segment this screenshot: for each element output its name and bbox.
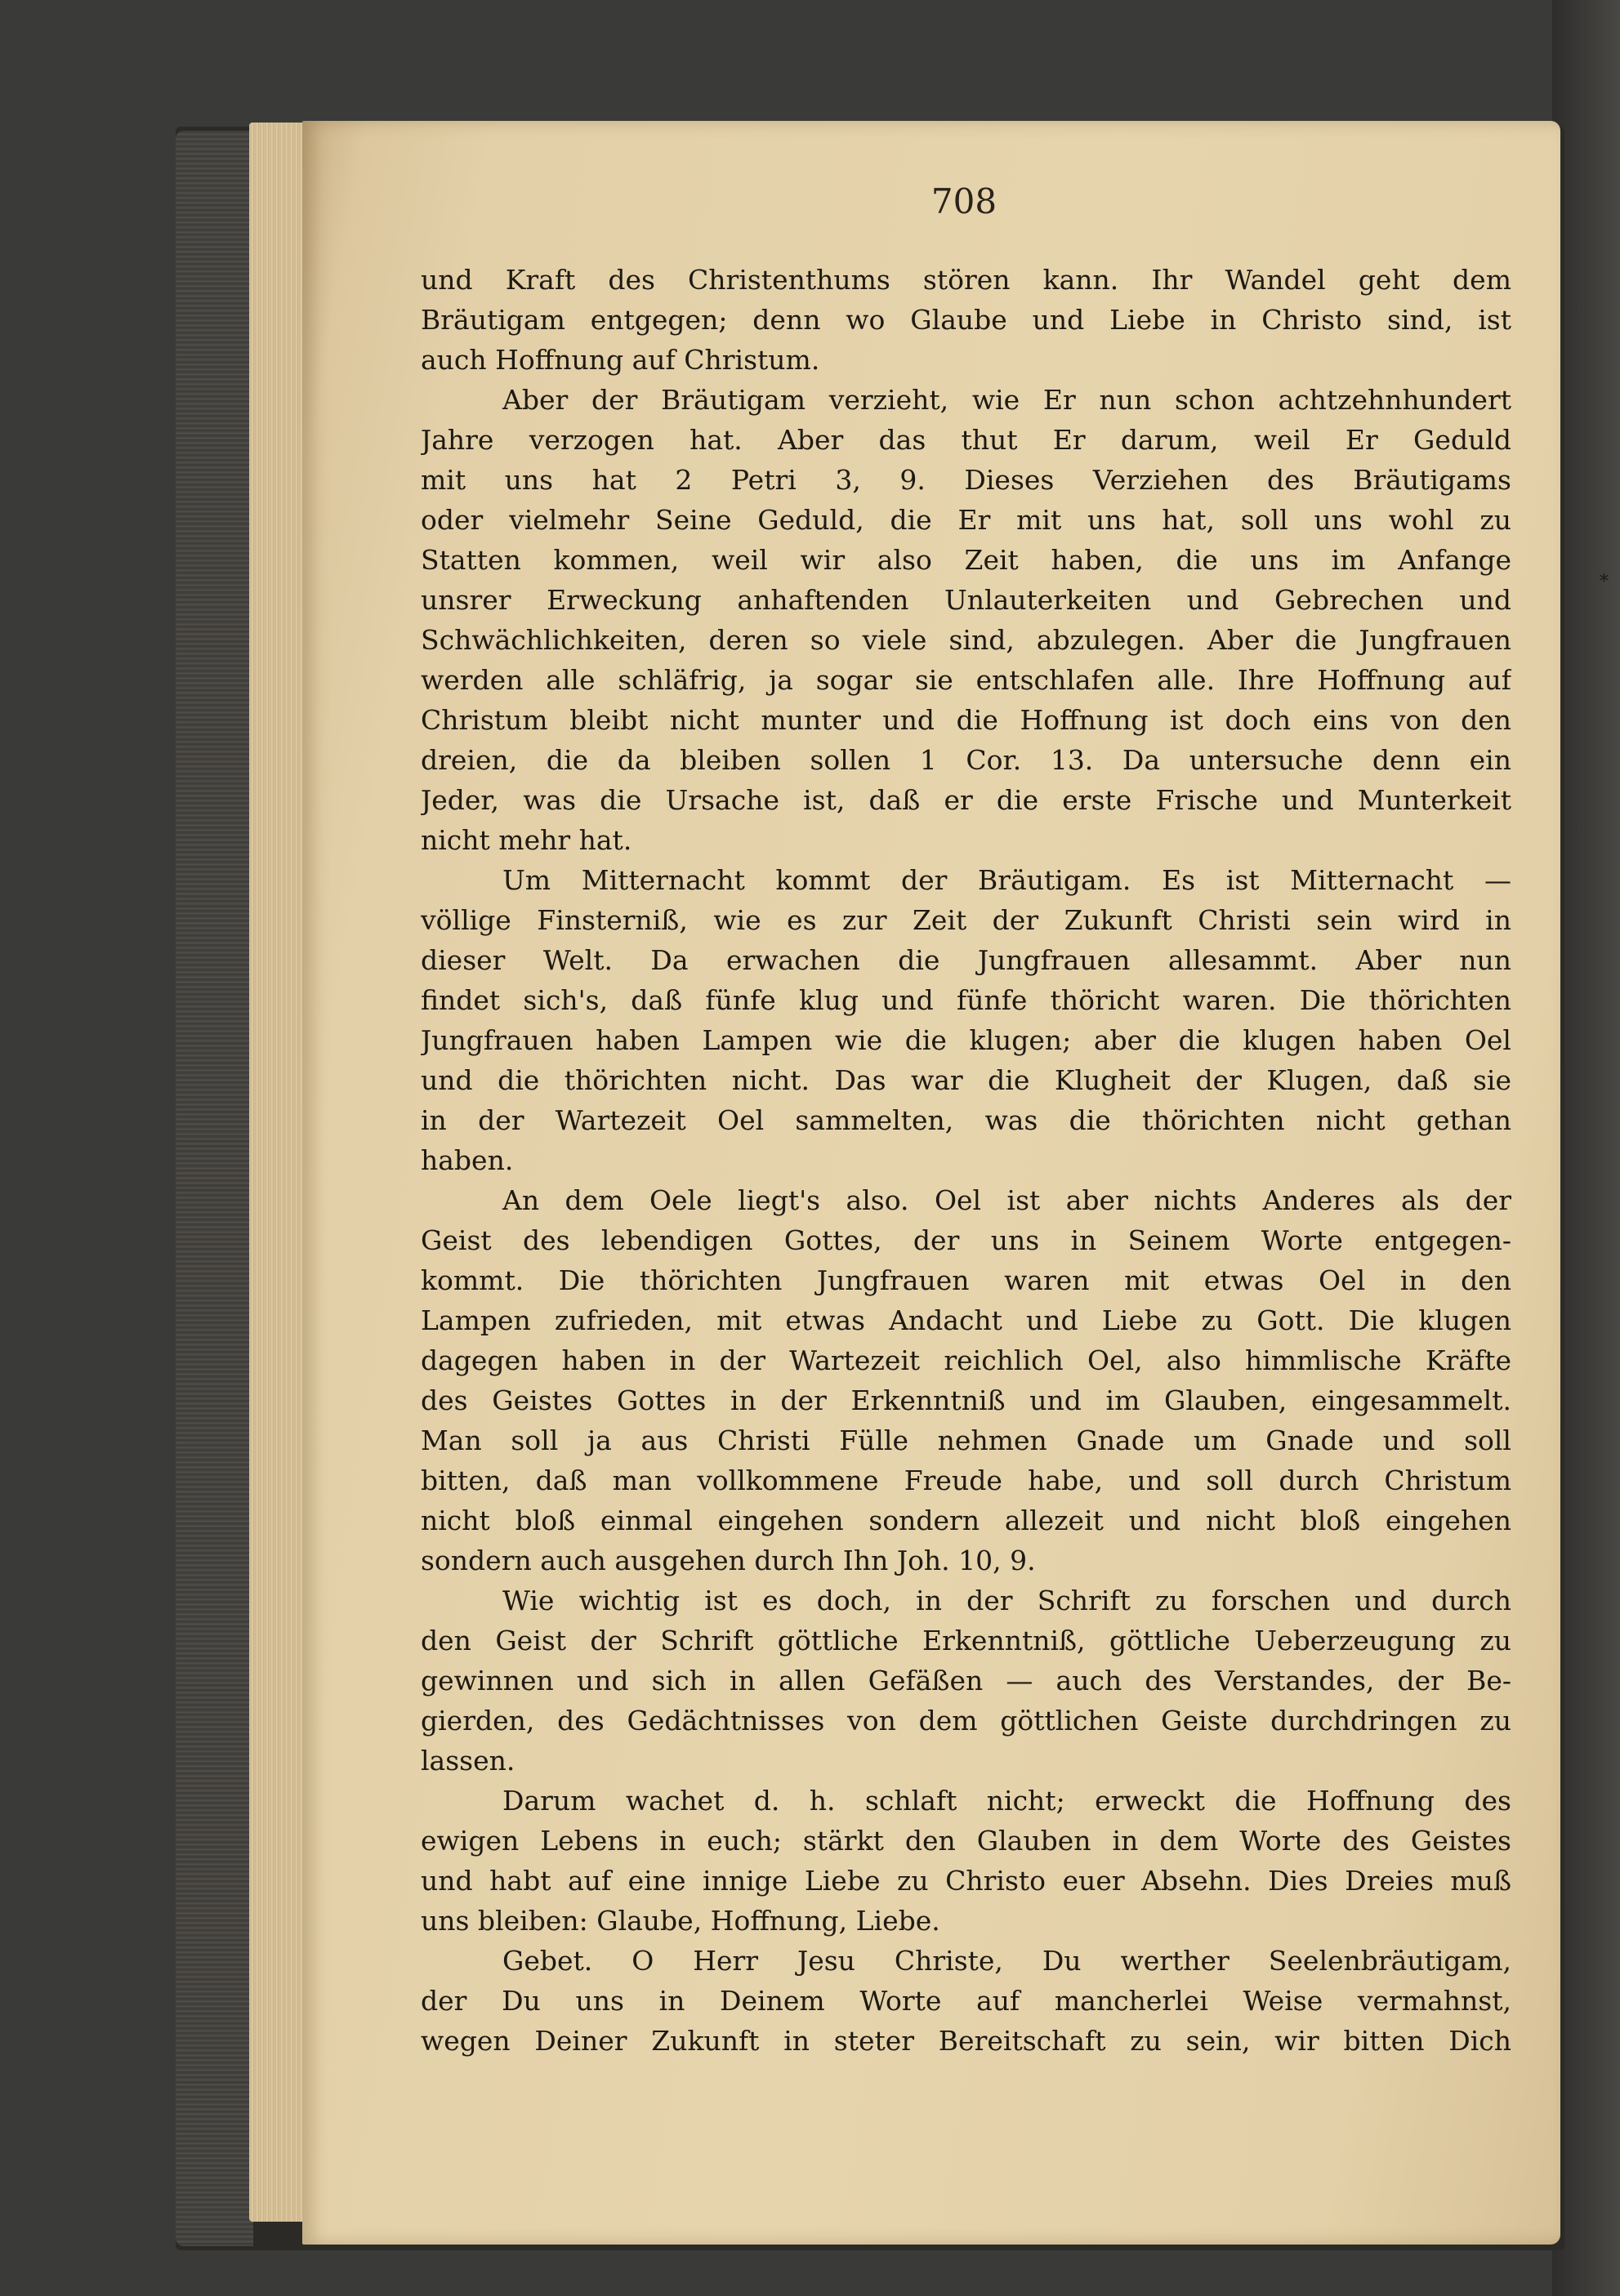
text-line: lassen. [421, 1745, 515, 1777]
page-number: 708 [930, 181, 997, 221]
text-line: Darum wachet d. h. schlaft nicht; erweckt die Hoffnung des [502, 1785, 1511, 1817]
text-line: dagegen haben in der Wartezeit reichlich Oel, also himmlische Kräfte [421, 1344, 1511, 1376]
text-line: kommt. Die thörichten Jungfrauen waren mit etwas Oel in den [421, 1264, 1511, 1296]
margin-mark: * [1600, 572, 1609, 592]
body-text [421, 260, 1511, 2061]
text-line: den Geist der Schrift göttliche Erkenntniß, göttliche Ueberzeugung zu [421, 1625, 1511, 1656]
text-line: Schwächlichkeiten, deren so viele sind, abzulegen. Aber die Jungfrauen [421, 624, 1511, 656]
text-line: der Du uns in Deinem Worte auf mancherlei Weise vermahnst, [421, 1985, 1511, 2017]
text-line: Jahre verzogen hat. Aber das thut Er darum, weil Er Geduld [421, 424, 1511, 456]
text-line: Jungfrauen haben Lampen wie die klugen; aber die klugen haben Oel [421, 1024, 1511, 1056]
text-line: unsrer Erweckung anhaftenden Unlauterkeiten und Gebrechen und [421, 584, 1511, 616]
text-line: An dem Oele liegt's also. Oel ist aber nichts Anderes als der [502, 1184, 1511, 1216]
text-line: Man soll ja aus Christi Fülle nehmen Gnade um Gnade und soll [421, 1424, 1511, 1456]
text-line: Jeder, was die Ursache ist, daß er die erste Frische und Munterkeit [421, 784, 1511, 816]
text-line: dreien, die da bleiben sollen 1 Cor. 13. Da untersuche denn ein [421, 744, 1511, 776]
text-line: des Geistes Gottes in der Erkenntniß und im Glauben, eingesammelt. [421, 1384, 1511, 1416]
text-line: sondern auch ausgehen durch Ihn Joh. 10, 9. [421, 1545, 1036, 1576]
text-line: mit uns hat 2 Petri 3, 9. Dieses Verziehen des Bräutigams [421, 464, 1511, 496]
text-line: ewigen Lebens in euch; stärkt den Glauben in dem Worte des Geistes [421, 1825, 1511, 1857]
text-line: und die thörichten nicht. Das war die Klugheit der Klugen, daß sie [421, 1064, 1511, 1096]
text-line: in der Wartezeit Oel sammelten, was die thörichten nicht gethan [421, 1104, 1511, 1136]
text-line: Wie wichtig ist es doch, in der Schrift zu forschen und durch [502, 1585, 1511, 1616]
text-line: auch Hoffnung auf Christum. [421, 344, 820, 376]
text-line: wegen Deiner Zukunft in steter Bereitschaft zu sein, wir bitten Dich [421, 2025, 1511, 2057]
text-line: gewinnen und sich in allen Gefäßen — auch des Verstandes, der Be- [421, 1665, 1511, 1696]
text-line: Lampen zufrieden, mit etwas Andacht und Liebe zu Gott. Die klugen [421, 1304, 1511, 1336]
text-line: Um Mitternacht kommt der Bräutigam. Es ist Mitternacht — [502, 864, 1511, 896]
text-line: uns bleiben: Glaube, Hoffnung, Liebe. [421, 1905, 940, 1937]
text-line: gierden, des Gedächtnisses von dem göttlichen Geiste durchdringen zu [421, 1705, 1511, 1736]
text-line: haben. [421, 1144, 514, 1176]
text-line: und habt auf eine innige Liebe zu Christo euer Absehn. Dies Dreies muß [421, 1865, 1511, 1897]
text-line: dieser Welt. Da erwachen die Jungfrauen allesammt. Aber nun [421, 944, 1511, 976]
text-line: völlige Finsterniß, wie es zur Zeit der Zukunft Christi sein wird in [421, 904, 1511, 936]
text-line: bitten, daß man vollkommene Freude habe, und soll durch Christum [421, 1465, 1511, 1496]
text-line: Geist des lebendigen Gottes, der uns in Seinem Worte entgegen- [421, 1224, 1511, 1256]
text-line: und Kraft des Christenthums stören kann. Ihr Wandel geht dem [421, 264, 1511, 296]
text-line: Gebet. O Herr Jesu Christe, Du werther Seelenbräutigam, [502, 1945, 1511, 1977]
text-line: nicht bloß einmal eingehen sondern allezeit und nicht bloß eingehen [421, 1505, 1511, 1536]
text-line: nicht mehr hat. [421, 824, 632, 856]
text-line: Aber der Bräutigam verzieht, wie Er nun schon achtzehnhundert [502, 384, 1511, 416]
text-line: Bräutigam entgegen; denn wo Glaube und Liebe in Christo sind, ist [421, 304, 1511, 336]
text-line: Statten kommen, weil wir also Zeit haben, die uns im Anfange [421, 544, 1511, 576]
text-line: oder vielmehr Seine Geduld, die Er mit uns hat, soll uns wohl zu [421, 504, 1511, 536]
text-line: findet sich's, daß fünfe klug und fünfe thöricht waren. Die thörichten [421, 984, 1511, 1016]
book-spine [176, 131, 253, 2246]
text-line: werden alle schläfrig, ja sogar sie entschlafen alle. Ihre Hoffnung auf [421, 664, 1511, 696]
text-line: Christum bleibt nicht munter und die Hoffnung ist doch eins von den [421, 704, 1511, 736]
